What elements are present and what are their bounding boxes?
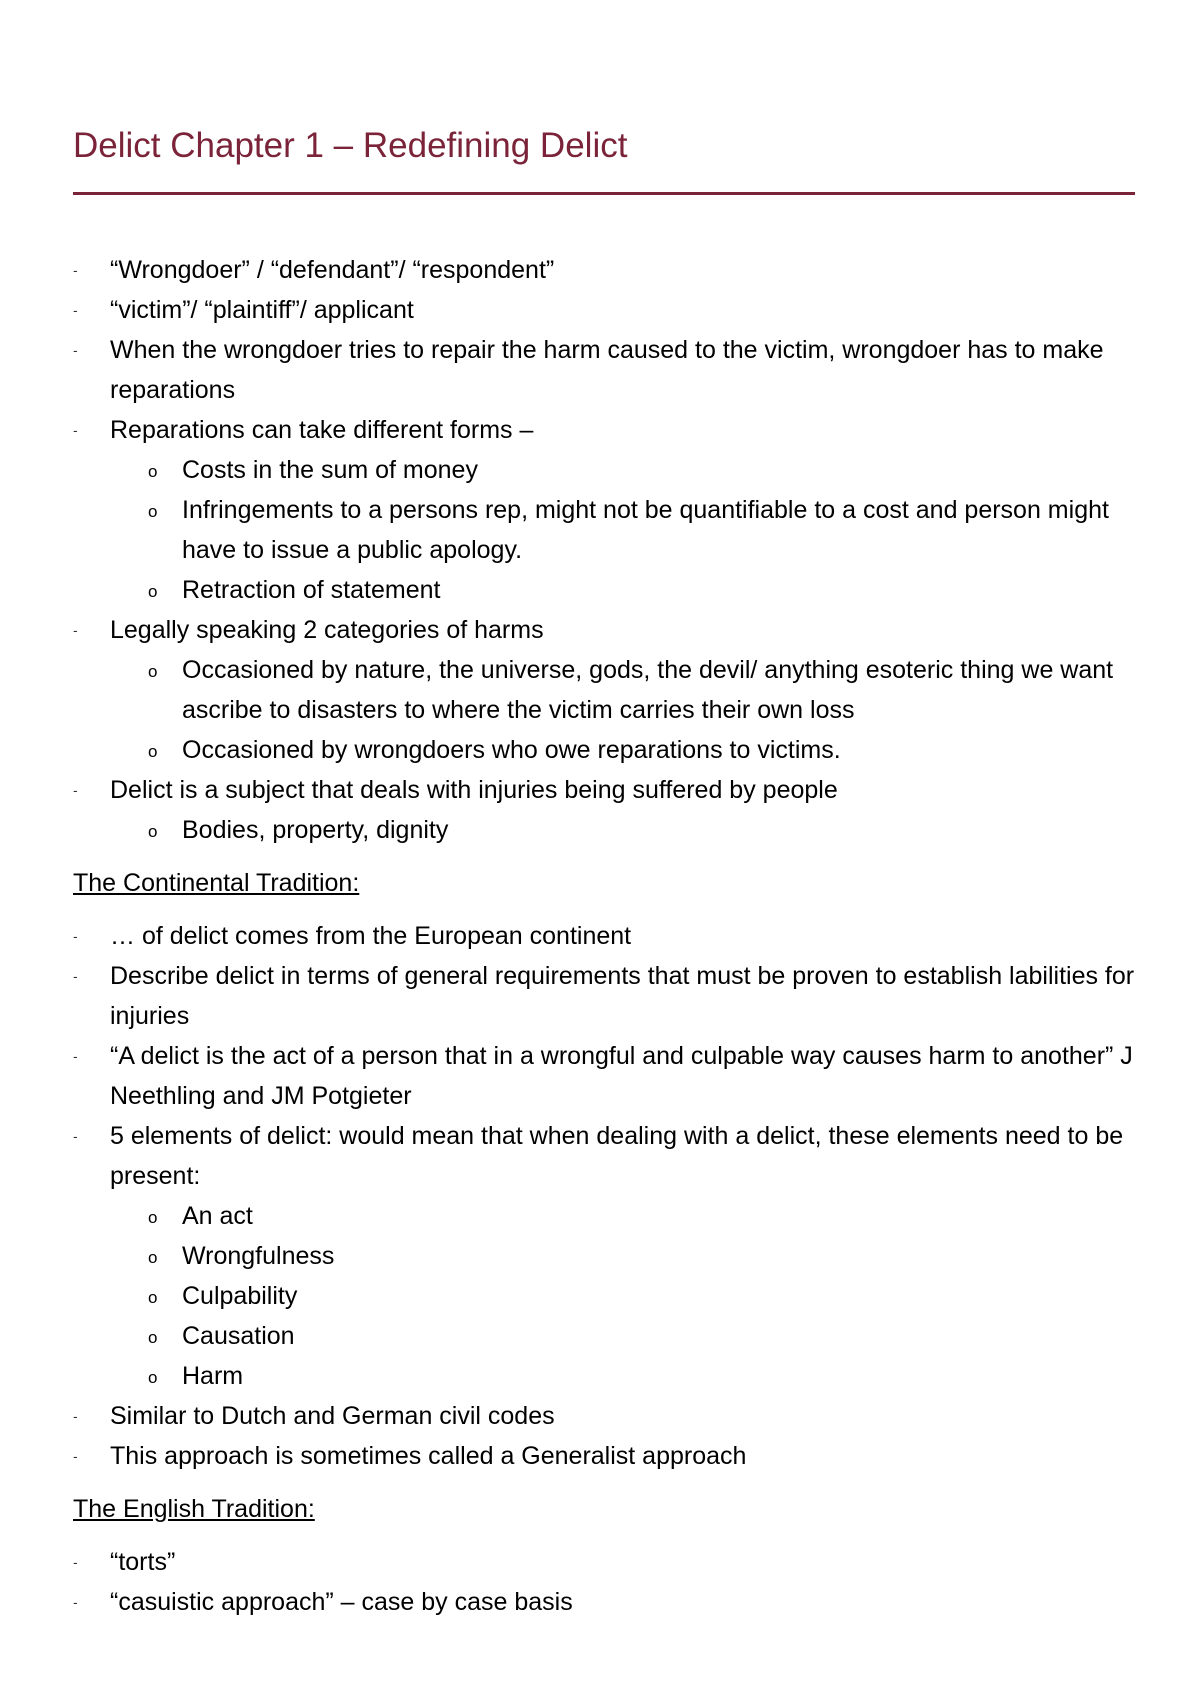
- document-body: [73, 250, 1143, 1622]
- circle-bullet-icon: o: [148, 1248, 158, 1267]
- sub-list-item: [73, 1236, 1143, 1276]
- list-item: [73, 1582, 1143, 1622]
- sub-list-item-text: Retraction of statement: [182, 576, 441, 604]
- sub-list-item: [73, 810, 1143, 850]
- bullet-list: [73, 1542, 1143, 1622]
- list-item: [73, 610, 1143, 770]
- sub-list-item-text: Culpability: [182, 1282, 298, 1310]
- circle-bullet-icon: o: [148, 742, 158, 761]
- list-item: [73, 330, 1143, 410]
- dash-bullet-icon: -: [73, 422, 78, 438]
- dash-bullet-icon: -: [73, 1448, 78, 1464]
- dash-bullet-icon: -: [73, 968, 78, 984]
- sub-list: [110, 1196, 1143, 1396]
- sub-list-item-text: Causation: [182, 1322, 295, 1350]
- sub-list-item-text: Infringements to a persons rep, might not be quantifiable to a cost and person might have to issue a public apology.: [182, 496, 1109, 564]
- sub-list-item: [73, 650, 1143, 730]
- section-heading: The Continental Tradition:: [73, 869, 360, 897]
- document-title: Delict Chapter 1 – Redefining Delict: [73, 126, 628, 165]
- circle-bullet-icon: o: [148, 1288, 158, 1307]
- list-item-text: Similar to Dutch and German civil codes: [110, 1402, 555, 1430]
- sub-list: [110, 450, 1143, 610]
- sub-list-item-text: Costs in the sum of money: [182, 456, 478, 484]
- list-item-text: This approach is sometimes called a Generalist approach: [110, 1442, 747, 1470]
- list-item: [73, 916, 1143, 956]
- dash-bullet-icon: -: [73, 1408, 78, 1424]
- sub-list-item: [73, 1356, 1143, 1396]
- sub-list: [110, 810, 1143, 850]
- list-item-text: … of delict comes from the European continent: [110, 922, 632, 950]
- list-item: [73, 1116, 1143, 1396]
- dash-bullet-icon: -: [73, 928, 78, 944]
- list-item-text: Legally speaking 2 categories of harms: [110, 616, 544, 644]
- circle-bullet-icon: o: [148, 1208, 158, 1227]
- bullet-list: [73, 916, 1143, 1476]
- dash-bullet-icon: -: [73, 342, 78, 358]
- sub-list-item-text: Occasioned by wrongdoers who owe reparations to victims.: [182, 736, 841, 764]
- dash-bullet-icon: -: [73, 262, 78, 278]
- sub-list-item-text: Occasioned by nature, the universe, gods, the devil/ anything esoteric thing we want ascribe to disasters to where the victim carries their own loss: [182, 656, 1114, 724]
- dash-bullet-icon: -: [73, 622, 78, 638]
- circle-bullet-icon: o: [148, 502, 158, 521]
- circle-bullet-icon: o: [148, 462, 158, 481]
- sub-list-item: [73, 490, 1143, 570]
- list-item: [73, 1396, 1143, 1436]
- circle-bullet-icon: o: [148, 822, 158, 841]
- list-item: [73, 1036, 1143, 1116]
- list-item-text: “casuistic approach” – case by case basis: [110, 1588, 573, 1616]
- list-item-text: Reparations can take different forms –: [110, 416, 534, 444]
- circle-bullet-icon: o: [148, 1328, 158, 1347]
- sub-list-item: [73, 570, 1143, 610]
- dash-bullet-icon: -: [73, 782, 78, 798]
- circle-bullet-icon: o: [148, 582, 158, 601]
- sub-list-item: [73, 1316, 1143, 1356]
- dash-bullet-icon: -: [73, 302, 78, 318]
- list-item: [73, 290, 1143, 330]
- list-item: [73, 1436, 1143, 1476]
- sub-list-item: [73, 1196, 1143, 1236]
- list-item-text: “victim”/ “plaintiff”/ applicant: [110, 296, 414, 324]
- sub-list-item-text: Harm: [182, 1362, 244, 1390]
- title-divider: [73, 192, 1135, 195]
- sub-list-item: [73, 450, 1143, 490]
- list-item: [73, 1542, 1143, 1582]
- circle-bullet-icon: o: [148, 1368, 158, 1387]
- list-item-text: “Wrongdoer” / “defendant”/ “respondent”: [110, 256, 555, 284]
- sub-list: [110, 650, 1143, 770]
- sub-list-item-text: Bodies, property, dignity: [182, 816, 449, 844]
- dash-bullet-icon: -: [73, 1048, 78, 1064]
- section-heading: The English Tradition:: [73, 1495, 315, 1523]
- list-item: [73, 770, 1143, 850]
- list-item: [73, 956, 1143, 1036]
- bullet-list: [73, 250, 1143, 850]
- dash-bullet-icon: -: [73, 1594, 78, 1610]
- sub-list-item-text: An act: [182, 1202, 253, 1230]
- list-item-text: Delict is a subject that deals with injuries being suffered by people: [110, 776, 838, 804]
- list-item-text: 5 elements of delict: would mean that when dealing with a delict, these elements need to be present:: [110, 1122, 1124, 1190]
- list-item-text: Describe delict in terms of general requirements that must be proven to establish labilities for injuries: [110, 962, 1135, 1030]
- list-item-text: “torts”: [110, 1548, 176, 1576]
- sub-list-item: [73, 730, 1143, 770]
- list-item-text: When the wrongdoer tries to repair the harm caused to the victim, wrongdoer has to make reparations: [110, 336, 1104, 404]
- list-item-text: “A delict is the act of a person that in a wrongful and culpable way causes harm to another” J Neethling and JM Potgieter: [110, 1042, 1133, 1110]
- sub-list-item-text: Wrongfulness: [182, 1242, 335, 1270]
- circle-bullet-icon: o: [148, 662, 158, 681]
- dash-bullet-icon: -: [73, 1554, 78, 1570]
- list-item: [73, 250, 1143, 290]
- sub-list-item: [73, 1276, 1143, 1316]
- list-item: [73, 410, 1143, 610]
- dash-bullet-icon: -: [73, 1128, 78, 1144]
